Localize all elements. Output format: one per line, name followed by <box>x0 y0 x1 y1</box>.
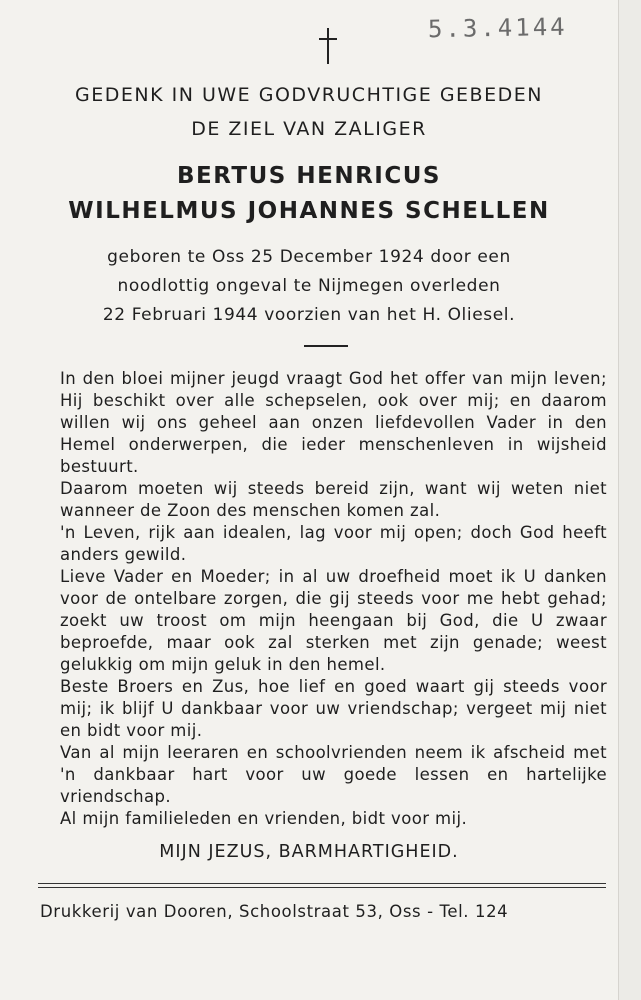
intro-line-2: noodlottig ongeval te Nijmegen overleden <box>117 276 501 296</box>
intro-line-1: geboren te Oss 25 December 1924 door een <box>107 247 511 267</box>
paragraph: Daarom moeten wij steeds bereid zijn, want wij weten niet wanneer de Zoon des menschen komen zal. <box>60 479 607 520</box>
cross-icon <box>317 28 339 64</box>
paragraph: Van al mijn leeraren en schoolvrienden neem ik afscheid met 'n dankbaar hart voor uw goede lessen en hartelijke vriendschap. <box>60 743 607 806</box>
intro-line-3: 22 Februari 1944 voorzien van het H. Oliesel. <box>102 305 516 325</box>
paragraph: In den bloei mijner jeugd vraagt God het offer van mijn leven; Hij beschikt over alle schepselen, ook over mij; en daarom willen wij ons geheel aan onzen liefdevollen Vader in den Hemel onderwerpen, die ieder menschenleven in wijsheid bestuurt. <box>60 369 607 476</box>
paragraph: 'n Leven, rijk aan idealen, lag voor mij open; doch God heeft anders gewild. <box>60 523 607 564</box>
heading-line-2: DE ZIEL VAN ZALIGER <box>191 118 427 140</box>
printer-credit: Drukkerij van Dooren, Schoolstraat 53, Oss - Tel. 124 <box>40 902 509 921</box>
footer-divider <box>38 887 606 888</box>
deceased-name-line-1: BERTUS HENRICUS <box>177 163 441 189</box>
deceased-name-line-2: WILHELMUS JOHANNES SCHELLEN <box>68 198 550 224</box>
body-text <box>60 368 607 830</box>
short-divider <box>304 345 348 347</box>
archive-number: 5.3.4144 <box>427 12 568 44</box>
footer-divider <box>38 883 606 884</box>
paragraph: Lieve Vader en Moeder; in al uw droefheid moet ik U danken voor de ontelbare zorgen, die gij steeds voor me hebt gehad; zoekt uw troost om mijn heengaan bij God, die U zwaar beproefde, maar ook zal sterken met zijn genade; weest gelukkig om mijn geluk in den hemel. <box>60 567 607 674</box>
paragraph: Beste Broers en Zus, hoe lief en goed waart gij steeds voor mij; ik blijf U dankbaar voor uw vriendschap; vergeet mij niet en bidt voor mij. <box>60 677 607 740</box>
heading-line-1: GEDENK IN UWE GODVRUCHTIGE GEBEDEN <box>75 84 543 106</box>
motto: MIJN JEZUS, BARMHARTIGHEID. <box>159 842 459 862</box>
paragraph: Al mijn familieleden en vrienden, bidt voor mij. <box>60 809 468 828</box>
